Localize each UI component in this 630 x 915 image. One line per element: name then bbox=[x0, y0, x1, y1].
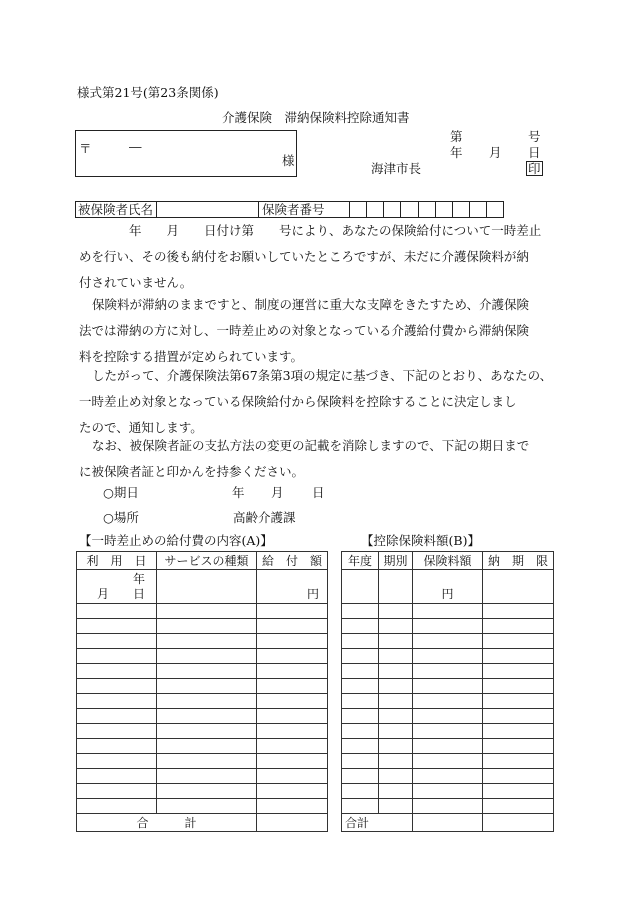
table-row bbox=[342, 709, 554, 724]
table-cell bbox=[77, 649, 157, 664]
table-cell bbox=[483, 604, 554, 619]
table-cell bbox=[379, 649, 413, 664]
table-cell bbox=[342, 694, 379, 709]
table-cell bbox=[413, 784, 483, 799]
unit-year: 年 bbox=[133, 571, 146, 586]
table-cell bbox=[257, 634, 328, 649]
table-row bbox=[77, 739, 328, 754]
header-due-date: 納 期 限 bbox=[483, 552, 554, 570]
table-cell bbox=[157, 679, 257, 694]
table-cell bbox=[157, 754, 257, 769]
paragraph-3 bbox=[79, 363, 552, 441]
table-cell bbox=[157, 739, 257, 754]
table-cell bbox=[483, 754, 554, 769]
divider bbox=[258, 202, 259, 217]
table-cell bbox=[483, 634, 554, 649]
table-cell bbox=[342, 739, 379, 754]
table-cell bbox=[483, 649, 554, 664]
number-cell-divider bbox=[452, 202, 453, 217]
table-row bbox=[342, 679, 554, 694]
number-cell-divider bbox=[383, 202, 384, 217]
table-cell bbox=[379, 604, 413, 619]
header-premium-amount: 保険料額 bbox=[413, 552, 483, 570]
table-cell bbox=[379, 769, 413, 784]
table-cell bbox=[157, 784, 257, 799]
paragraph-1 bbox=[79, 218, 541, 296]
table-cell bbox=[342, 604, 379, 619]
table-row bbox=[77, 649, 328, 664]
table-row bbox=[342, 724, 554, 739]
table-cell bbox=[257, 709, 328, 724]
issue-go: 号 bbox=[528, 129, 541, 144]
table-row bbox=[342, 784, 554, 799]
table-cell bbox=[77, 619, 157, 634]
paragraph-2-line: 法では滞納の方に対し、一時差止めの対象となっている介護給付費から滞納保険 bbox=[79, 323, 530, 338]
divider bbox=[156, 202, 157, 217]
table-cell bbox=[379, 799, 413, 814]
table-row bbox=[77, 769, 328, 784]
insured-name-label: 被保険者氏名 bbox=[78, 202, 154, 217]
paragraph-1-line: 年 月 日付け第 号により、あなたの保険給付について一時差止 bbox=[129, 223, 542, 238]
paragraph-1-line: 付されていません。 bbox=[79, 275, 193, 290]
table-cell bbox=[413, 634, 483, 649]
due-date-label: ○期日 bbox=[103, 485, 139, 500]
table-cell bbox=[342, 799, 379, 814]
table-row bbox=[342, 619, 554, 634]
total-label: 合 計 bbox=[77, 814, 257, 832]
table-cell bbox=[483, 784, 554, 799]
header-benefit-amount: 給 付 額 bbox=[257, 552, 328, 570]
table-cell bbox=[483, 679, 554, 694]
table-cell bbox=[379, 724, 413, 739]
table-cell bbox=[413, 799, 483, 814]
table-cell bbox=[77, 724, 157, 739]
header-fiscal-year: 年度 bbox=[342, 552, 379, 570]
table-cell bbox=[257, 664, 328, 679]
table-row bbox=[342, 694, 554, 709]
table-row bbox=[77, 724, 328, 739]
table-row bbox=[342, 799, 554, 814]
number-cell-divider bbox=[366, 202, 367, 217]
table-cell bbox=[342, 619, 379, 634]
table-cell bbox=[77, 679, 157, 694]
table-total-row bbox=[342, 814, 554, 832]
table-cell bbox=[379, 709, 413, 724]
paragraph-3-line: たので、通知します。 bbox=[79, 420, 203, 435]
table-cell bbox=[157, 694, 257, 709]
table-row bbox=[77, 619, 328, 634]
table-cell bbox=[77, 784, 157, 799]
table-cell bbox=[379, 570, 413, 604]
header-service-type: サービスの種類 bbox=[157, 552, 257, 570]
due-date-year: 年 bbox=[232, 485, 245, 500]
table-row bbox=[77, 679, 328, 694]
table-row bbox=[342, 769, 554, 784]
table-cell bbox=[77, 799, 157, 814]
table-row bbox=[77, 604, 328, 619]
table-cell bbox=[413, 739, 483, 754]
table-cell bbox=[413, 769, 483, 784]
table-cell bbox=[483, 619, 554, 634]
table-cell bbox=[483, 724, 554, 739]
table-cell bbox=[379, 739, 413, 754]
insured-number-cells bbox=[332, 202, 503, 217]
number-cell-divider bbox=[469, 202, 470, 217]
table-cell bbox=[379, 784, 413, 799]
table-row bbox=[342, 634, 554, 649]
table-cell bbox=[379, 754, 413, 769]
number-cell-divider bbox=[435, 202, 436, 217]
table-row bbox=[77, 799, 328, 814]
table-cell bbox=[483, 799, 554, 814]
paragraph-2-line: 料を控除する措置が定められています。 bbox=[79, 349, 304, 364]
total-amount-cell bbox=[413, 814, 483, 832]
table-header-row bbox=[77, 552, 328, 570]
table-cell bbox=[413, 649, 483, 664]
table-b-caption: 【控除保険料額(B)】 bbox=[361, 533, 480, 548]
table-cell bbox=[77, 754, 157, 769]
table-row bbox=[342, 649, 554, 664]
seal-mark bbox=[526, 161, 543, 176]
table-cell bbox=[157, 649, 257, 664]
table-row bbox=[77, 634, 328, 649]
document-title: 介護保険 滞納保険料控除通知書 bbox=[222, 110, 410, 125]
paragraph-4-line: なお、被保険者証の支払方法の変更の記載を消除しますので、下記の期日まで bbox=[92, 438, 530, 453]
table-cell bbox=[257, 754, 328, 769]
postal-mark: 〒 bbox=[79, 141, 92, 156]
table-cell bbox=[342, 784, 379, 799]
issue-dai: 第 bbox=[450, 129, 463, 144]
table-cell bbox=[342, 649, 379, 664]
number-cell-divider bbox=[349, 202, 350, 217]
postal-dash: ― bbox=[129, 139, 142, 154]
table-row bbox=[342, 570, 554, 604]
form-number: 様式第21号(第23条関係) bbox=[77, 85, 219, 100]
table-cell bbox=[379, 664, 413, 679]
insured-info-row bbox=[75, 201, 504, 218]
table-cell bbox=[342, 634, 379, 649]
table-cell bbox=[77, 739, 157, 754]
service-type-cell bbox=[157, 570, 257, 604]
table-cell bbox=[413, 664, 483, 679]
sama-label: 様 bbox=[282, 153, 295, 168]
paragraph-3-line: したがって、介護保険法第67条第3項の規定に基づき、下記のとおり、あなたの、 bbox=[92, 368, 553, 383]
paragraph-3-line: 一時差止め対象となっている保険給付から保険料を控除することに決定しまし bbox=[79, 394, 517, 409]
table-cell bbox=[77, 664, 157, 679]
table-row bbox=[342, 754, 554, 769]
table-cell bbox=[379, 634, 413, 649]
total-due-cell bbox=[483, 814, 554, 832]
insured-number-label: 保険者番号 bbox=[262, 202, 325, 217]
table-cell bbox=[483, 769, 554, 784]
header-usage-date: 利 用 日 bbox=[77, 552, 157, 570]
table-row bbox=[342, 664, 554, 679]
issue-year: 年 bbox=[450, 145, 463, 160]
total-label: 合計 bbox=[342, 814, 413, 832]
address-box bbox=[75, 130, 297, 177]
table-cell bbox=[157, 664, 257, 679]
table-cell bbox=[257, 604, 328, 619]
number-cell-divider bbox=[418, 202, 419, 217]
table-cell bbox=[257, 619, 328, 634]
seal-label: 印 bbox=[528, 161, 541, 176]
table-row bbox=[77, 570, 328, 604]
table-cell bbox=[257, 724, 328, 739]
deduction-table bbox=[341, 551, 554, 832]
number-cell-divider bbox=[400, 202, 401, 217]
table-cell bbox=[257, 799, 328, 814]
benefit-table bbox=[76, 551, 328, 832]
table-row bbox=[77, 709, 328, 724]
unit-day: 日 bbox=[133, 586, 146, 601]
table-cell bbox=[77, 769, 157, 784]
table-cell bbox=[257, 769, 328, 784]
paragraph-2 bbox=[79, 292, 529, 370]
table-cell bbox=[77, 709, 157, 724]
table-cell bbox=[413, 604, 483, 619]
unit-month: 月 bbox=[97, 586, 110, 601]
table-cell bbox=[257, 784, 328, 799]
header-period: 期別 bbox=[379, 552, 413, 570]
table-row bbox=[77, 694, 328, 709]
table-cell bbox=[257, 679, 328, 694]
table-cell bbox=[413, 724, 483, 739]
table-cell bbox=[157, 724, 257, 739]
paragraph-2-line: 保険料が滞納のままですと、制度の運営に重大な支障をきたすため、介護保険 bbox=[92, 297, 530, 312]
date-unit-cell bbox=[77, 570, 157, 604]
table-total-row bbox=[77, 814, 328, 832]
due-date-month: 月 bbox=[271, 485, 284, 500]
table-cell bbox=[157, 799, 257, 814]
table-cell bbox=[483, 570, 554, 604]
table-cell bbox=[379, 619, 413, 634]
unit-month-day bbox=[77, 587, 156, 602]
table-cell bbox=[157, 769, 257, 784]
table-row bbox=[77, 664, 328, 679]
table-cell bbox=[257, 739, 328, 754]
mayor-name: 海津市長 bbox=[371, 161, 422, 176]
table-cell bbox=[483, 739, 554, 754]
table-row bbox=[342, 739, 554, 754]
amount-unit-cell: 円 bbox=[257, 570, 328, 604]
table-cell bbox=[77, 634, 157, 649]
due-date-day: 日 bbox=[312, 485, 325, 500]
place-label: ○場所 bbox=[103, 510, 139, 525]
table-cell bbox=[379, 694, 413, 709]
table-cell bbox=[77, 694, 157, 709]
place-value: 高齢介護課 bbox=[233, 510, 296, 525]
paragraph-1-line: めを行い、その後も納付をお願いしていたところですが、未だに介護保険料が納 bbox=[79, 249, 529, 264]
table-cell bbox=[413, 619, 483, 634]
table-cell bbox=[413, 709, 483, 724]
table-cell bbox=[342, 570, 379, 604]
table-header-row bbox=[342, 552, 554, 570]
table-cell bbox=[342, 769, 379, 784]
paragraph-4-line: に被保険者証と印かんを持参ください。 bbox=[79, 464, 305, 479]
table-cell bbox=[157, 634, 257, 649]
table-cell bbox=[257, 649, 328, 664]
table-row bbox=[77, 754, 328, 769]
table-cell bbox=[483, 694, 554, 709]
table-cell bbox=[342, 754, 379, 769]
issue-day: 日 bbox=[528, 145, 541, 160]
table-cell bbox=[483, 709, 554, 724]
table-cell bbox=[413, 754, 483, 769]
amount-unit-cell: 円 bbox=[413, 570, 483, 604]
table-cell bbox=[257, 694, 328, 709]
table-cell bbox=[483, 664, 554, 679]
table-cell bbox=[342, 664, 379, 679]
table-cell bbox=[157, 709, 257, 724]
number-cell-divider bbox=[486, 202, 487, 217]
table-row bbox=[342, 604, 554, 619]
table-cell bbox=[342, 679, 379, 694]
table-row bbox=[77, 784, 328, 799]
table-a-caption: 【一時差止めの給付費の内容(A)】 bbox=[79, 533, 273, 548]
paragraph-4 bbox=[79, 433, 529, 485]
table-cell bbox=[379, 679, 413, 694]
table-cell bbox=[413, 694, 483, 709]
table-cell bbox=[342, 709, 379, 724]
table-cell bbox=[413, 679, 483, 694]
table-cell bbox=[77, 604, 157, 619]
table-cell bbox=[157, 619, 257, 634]
table-cell bbox=[157, 604, 257, 619]
table-cell bbox=[342, 724, 379, 739]
total-amount-cell bbox=[257, 814, 328, 832]
issue-month: 月 bbox=[489, 145, 502, 160]
